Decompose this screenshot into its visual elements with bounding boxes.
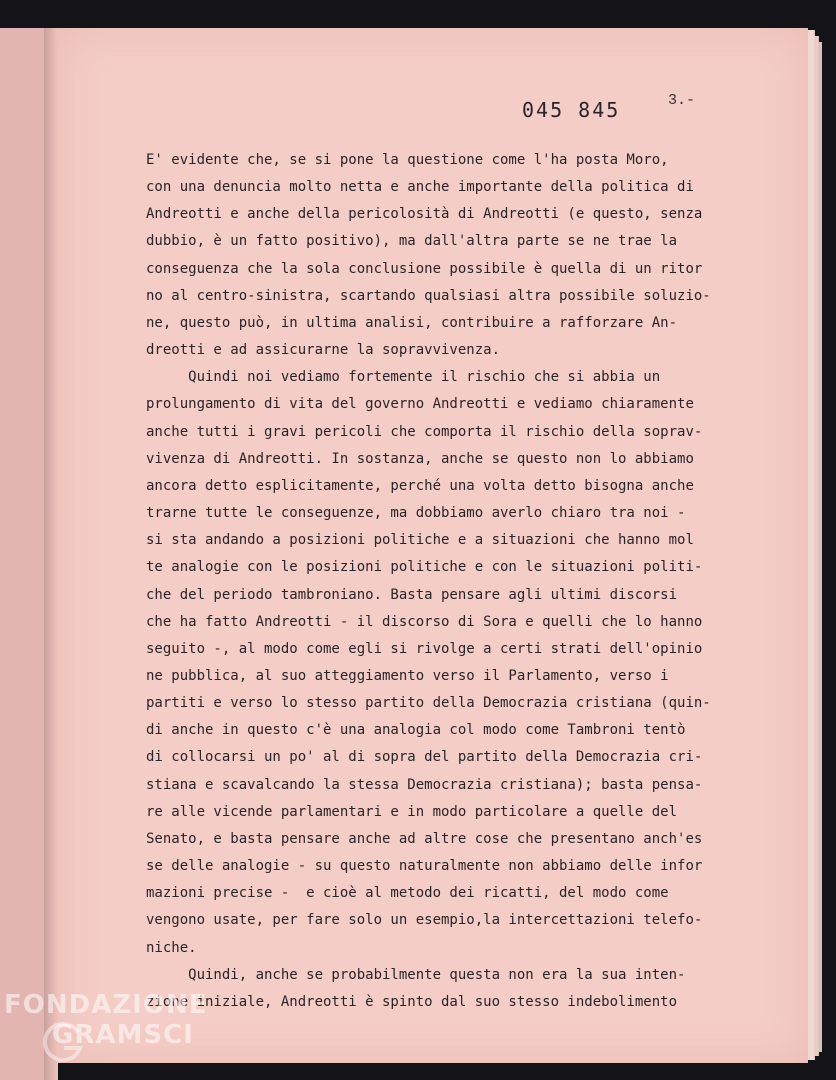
page-stack-edge: [818, 42, 822, 1052]
text-line: prolungamento di vita del governo Andreotti e vediamo chiaramente: [146, 396, 694, 413]
watermark-line-2: GRAMSCI: [52, 1020, 194, 1050]
text-line: dreotti e ad assicurarne la sopravvivenza.: [146, 342, 501, 359]
text-line: te analogie con le posizioni politiche e con le situazioni politi-: [146, 559, 703, 576]
text-line: Senato, e basta pensare anche ad altre cose che presentano anch'es: [146, 830, 703, 847]
text-line: stiana e scavalcando la stessa Democrazia cristiana); basta pensa-: [146, 776, 703, 793]
text-line: no al centro-sinistra, scartando qualsiasi altra possibile soluzio-: [146, 287, 711, 304]
text-line: di collocarsi un po' al di sopra del partito della Democrazia cri-: [146, 749, 703, 766]
watermark-line-1: FONDAZIONE: [4, 990, 208, 1020]
text-line: niche.: [146, 939, 197, 956]
archive-page-number: 045 845: [522, 98, 621, 122]
text-line: che ha fatto Andreotti - il discorso di Sora e quelli che lo hanno: [146, 613, 703, 630]
text-line: vengono usate, per fare solo un esempio,la intercettazioni telefo-: [146, 912, 703, 929]
text-line: Quindi, anche se probabilmente questa non era la sua inten-: [146, 966, 686, 983]
text-line: zione iniziale, Andreotti è spinto dal suo stesso indebolimento: [146, 993, 678, 1010]
text-line: re alle vicende parlamentari e in modo particolare a quelle del: [146, 803, 678, 820]
text-line: partiti e verso lo stesso partito della Democrazia cristiana (quin-: [146, 695, 711, 712]
text-line: Andreotti e anche della pericolosità di Andreotti (e questo, senza: [146, 206, 703, 223]
typed-text-body: [146, 147, 796, 1016]
text-line: dubbio, è un fatto positivo), ma dall'altra parte se ne trae la: [146, 233, 678, 250]
text-line: anche tutti i gravi pericoli che comporta il rischio della soprav-: [146, 423, 703, 440]
text-line: ancora detto esplicitamente, perché una volta detto bisogna anche: [146, 477, 694, 494]
foundation-watermark: [4, 990, 208, 1070]
text-line: con una denuncia molto netta e anche importante della politica di: [146, 179, 694, 196]
text-line: vivenza di Andreotti. In sostanza, anche se questo non lo abbiamo: [146, 450, 694, 467]
gramsci-g-icon: [38, 1018, 86, 1066]
binder-shadow: [44, 28, 58, 1080]
text-line: se delle analogie - su questo naturalmente non abbiamo delle infor: [146, 858, 703, 875]
text-line: seguito -, al modo come egli si rivolge a certi strati dell'opinio: [146, 640, 703, 657]
text-line: mazioni precise - e cioè al metodo dei ricatti, del modo come: [146, 885, 669, 902]
text-line: si sta andando a posizioni politiche e a situazioni che hanno mol: [146, 532, 694, 549]
text-line: trarne tutte le conseguenze, ma dobbiamo averlo chiaro tra noi -: [146, 505, 686, 522]
text-line: Quindi noi vediamo fortemente il rischio che si abbia un: [146, 369, 661, 386]
text-line: E' evidente che, se si pone la questione come l'ha posta Moro,: [146, 152, 669, 168]
page-subnumber: 3.-: [668, 92, 696, 109]
text-line: di anche in questo c'è una analogia col modo come Tambroni tentò: [146, 722, 686, 739]
text-line: che del periodo tambroniano. Basta pensare agli ultimi discorsi: [146, 586, 678, 603]
text-line: ne pubblica, al suo atteggiamento verso il Parlamento, verso i: [146, 667, 669, 684]
text-line: conseguenza che la sola conclusione possibile è quella di un ritor: [146, 260, 703, 277]
binder-strip: [0, 28, 45, 1080]
text-line: ne, questo può, in ultima analisi, contribuire a rafforzare An-: [146, 314, 678, 331]
